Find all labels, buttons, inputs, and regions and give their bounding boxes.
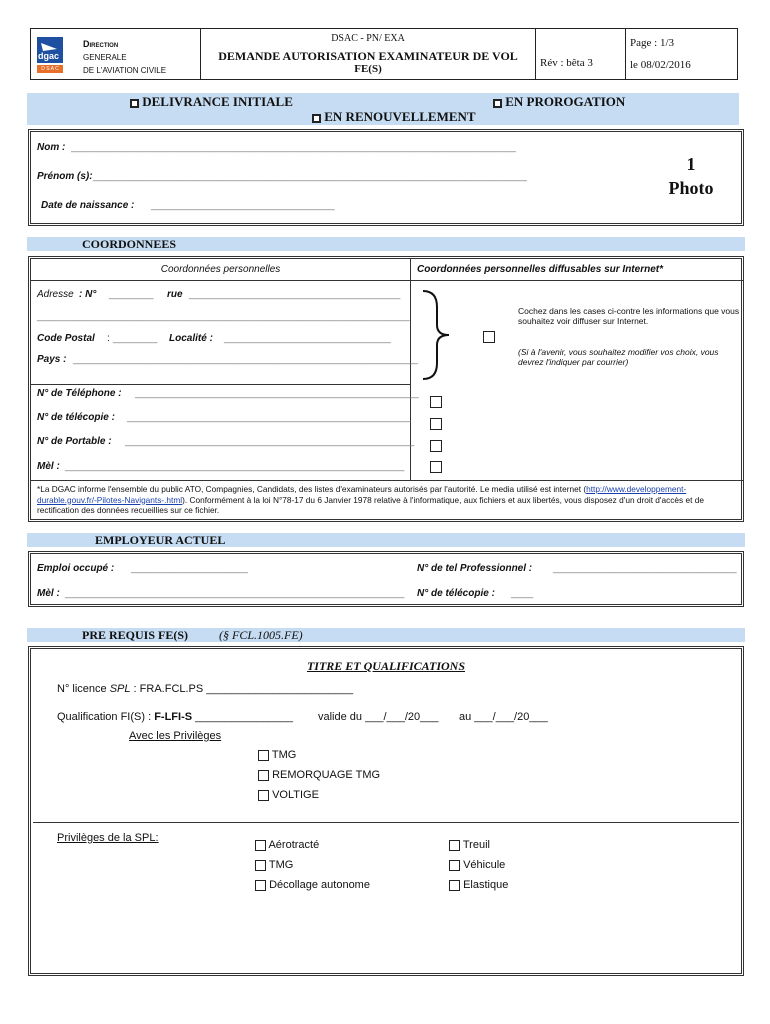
checkbox-internet-portable[interactable] <box>430 440 442 452</box>
privilege-remorquage[interactable] <box>258 769 380 781</box>
portable-label: N° de Portable : <box>37 436 112 447</box>
internet-note: Cochez dans les cases ci-contre les informations que vous souhaitez voir diffuser sur Internet. <box>518 306 740 326</box>
mel-label: Mèl : <box>37 461 60 472</box>
page-number: Page : 1/3 <box>630 37 674 49</box>
header-table <box>30 28 738 80</box>
mel-field[interactable]: _____________________________________________________________ <box>65 461 405 472</box>
adresse-line2-field[interactable]: ___________________________________________________________________ <box>37 311 410 322</box>
checkbox-spl-tmg[interactable] <box>255 860 266 871</box>
spl-label: Véhicule <box>463 859 506 871</box>
photo-number: 1 <box>686 154 696 174</box>
doc-date: le 08/02/2016 <box>630 59 691 71</box>
checkbox-internet-tel[interactable] <box>430 396 442 408</box>
doc-subtitle: FE(S) <box>354 63 382 75</box>
dgac-logo <box>37 37 63 63</box>
prenom-label: Prénom (s): <box>37 171 93 182</box>
nom-field[interactable]: ________________________________________________________________________________ <box>71 142 516 153</box>
nom-label: Nom : <box>37 142 66 153</box>
adresse-num-field[interactable]: ________ <box>109 289 154 300</box>
localite-label: Localité : <box>169 333 213 344</box>
disclaimer-block <box>31 480 743 521</box>
col-left-title: Coordonnées personnelles <box>160 264 281 275</box>
portable-field[interactable]: ____________________________________________________ <box>125 436 415 447</box>
employeur-band <box>27 533 745 547</box>
employeur-box <box>30 553 742 605</box>
spl-label: Aérotracté <box>268 839 320 851</box>
spl-vehicule[interactable] <box>449 859 505 871</box>
naissance-label: Date de naissance : <box>41 200 135 211</box>
revision: Rév : bêta 3 <box>540 57 593 69</box>
checkbox-privilege-tmg[interactable] <box>258 750 269 761</box>
col-right-title: Coordonnées personnelles diffusables sur Internet* <box>417 264 663 275</box>
qualif-field[interactable]: ________________ <box>192 711 294 723</box>
employeur-fax-field[interactable]: ____ <box>511 588 534 599</box>
checkbox-spl-elastique[interactable] <box>449 880 460 891</box>
spl-label: Treuil <box>462 839 490 851</box>
naissance-field[interactable]: _________________________________ <box>151 200 335 211</box>
tel-field[interactable]: ___________________________________________________ <box>135 388 419 399</box>
spl-label: TMG <box>268 859 294 871</box>
privileges-title: Avec les Privilèges <box>129 730 222 742</box>
header-rev-cell <box>536 29 626 79</box>
disclaimer-part-a: *La DGAC informe l'ensemble du public ATO, Compagnies, Candidats, des listes d'examinateurs autorisés par l'autorité. Le media utilisé est internet ( <box>37 484 587 494</box>
cp-sep: : <box>107 333 110 344</box>
emploi-field[interactable]: _____________________ <box>131 563 248 574</box>
adresse-label: Adresse <box>37 289 74 300</box>
emploi-label: Emploi occupé : <box>37 563 115 574</box>
checkbox-privilege-voltige[interactable] <box>258 790 269 801</box>
coordonnees-band <box>27 237 745 251</box>
spl-elastique[interactable] <box>449 879 508 891</box>
licence-label-a: N° licence <box>57 683 110 695</box>
qualif-value: F-LFI-S <box>154 711 193 723</box>
licence-label-c: : FRA.FCL.PS <box>130 683 207 695</box>
spl-aerotracte[interactable] <box>255 839 319 851</box>
checkbox-prorogation[interactable] <box>493 99 502 108</box>
internet-note-italic: (Si à l'avenir, vous souhaitez modifier vos choix, vous devrez l'indiquer par courrier) <box>518 347 719 367</box>
valide-au[interactable]: au ___/___/20___ <box>459 711 548 723</box>
spl-label: Elastique <box>463 879 509 891</box>
disclaimer-link[interactable]: http://www.developpement-durable.gouv.fr/-Pilotes-Navigants-.html <box>37 484 687 505</box>
checkbox-spl-decollage[interactable] <box>255 880 266 891</box>
prenom-field[interactable]: ______________________________________________________________________________ <box>93 171 527 182</box>
spl-label: Décollage autonome <box>269 879 370 891</box>
spl-tmg[interactable] <box>255 859 293 871</box>
doc-ref: DSAC - PN/ EXA <box>331 33 405 44</box>
prerequis-box <box>30 648 742 974</box>
pays-label: Pays : <box>37 354 67 365</box>
coordonnees-box <box>30 258 742 520</box>
option-prorogation[interactable] <box>493 94 625 110</box>
request-type-band <box>27 93 739 125</box>
employeur-title: EMPLOYEUR ACTUEL <box>95 533 226 547</box>
org-line1: Direction <box>83 39 119 49</box>
disclaimer-part-b: ). Conformément à la loi N°78-17 du 6 Janvier 1978 relative à l'informatique, aux fichiers et aux libertés, vous disposez d'un droit d'accès et de rectification des données recueillies sur ce fichier. <box>37 494 704 515</box>
disclaimer-text <box>37 484 737 516</box>
privilege-tmg[interactable] <box>258 749 296 761</box>
address-block <box>31 281 418 385</box>
rue-label: rue <box>167 289 183 300</box>
privilege-label: VOLTIGE <box>272 789 319 801</box>
identity-box <box>30 131 742 224</box>
cp-field[interactable]: ________ <box>113 333 158 344</box>
header-page-cell <box>626 29 739 79</box>
photo-label: Photo <box>668 178 714 198</box>
logo-sub: D S A C <box>37 65 63 73</box>
coordonnees-title: COORDONNEES <box>82 237 177 251</box>
doc-title: DEMANDE AUTORISATION EXAMINATEUR DE VOL <box>218 49 518 63</box>
rue-field[interactable]: ______________________________________ <box>189 289 401 300</box>
fax-label: N° de télécopie : <box>37 412 115 423</box>
qualification-row <box>57 711 293 723</box>
tel-pro-label: N° de tel Professionnel : <box>417 563 533 574</box>
privilege-voltige[interactable] <box>258 789 319 801</box>
label-delivrance: DELIVRANCE INITIALE <box>142 94 293 109</box>
privilege-label: REMORQUAGE TMG <box>272 769 381 781</box>
header-title-cell <box>201 29 536 79</box>
licence-label-b: SPL <box>109 683 131 695</box>
licence-row <box>57 683 353 695</box>
spl-title: Privilèges de la SPL: <box>57 832 159 844</box>
checkbox-spl-aerotracte[interactable] <box>255 840 266 851</box>
privilege-label: TMG <box>271 749 297 761</box>
fax-field[interactable]: ___________________________________________________ <box>127 412 411 423</box>
checkbox-privilege-remorquage[interactable] <box>258 770 269 781</box>
prerequis-band <box>27 628 745 642</box>
label-prorogation: EN PROROGATION <box>505 94 626 109</box>
checkbox-internet-address[interactable] <box>483 331 495 343</box>
option-renouvellement[interactable] <box>312 109 476 125</box>
option-delivrance[interactable] <box>130 94 293 110</box>
adresse-num-label: : N° <box>79 289 97 300</box>
checkbox-spl-treuil[interactable] <box>449 840 460 851</box>
checkbox-renouvellement[interactable] <box>312 114 321 123</box>
logo-text: dgac <box>38 51 60 61</box>
spl-treuil[interactable] <box>449 839 490 851</box>
checkbox-spl-vehicule[interactable] <box>449 860 460 871</box>
checkbox-internet-mel[interactable] <box>430 461 442 473</box>
col-left-header <box>31 259 411 281</box>
employeur-fax-label: N° de télécopie : <box>417 588 495 599</box>
employeur-mel-field[interactable]: _____________________________________________________________ <box>65 588 405 599</box>
col-right-header <box>411 259 743 281</box>
employeur-mel-label: Mèl : <box>37 588 60 599</box>
cp-label: Code Postal <box>37 333 95 344</box>
checkbox-internet-fax[interactable] <box>430 418 442 430</box>
pays-field[interactable]: ______________________________________________________________ <box>73 354 418 365</box>
prerequis-title: PRE REQUIS FE(S) <box>82 628 189 642</box>
prerequis-ref: (§ FCL.1005.FE) <box>219 628 303 642</box>
org-line3: DE L'AVIATION CIVILE <box>83 66 167 75</box>
header-logo-cell <box>31 29 201 79</box>
tel-label: N° de Téléphone : <box>37 388 122 399</box>
brace-icon <box>419 289 469 381</box>
divider <box>33 822 739 823</box>
spl-decollage[interactable] <box>255 879 370 891</box>
label-renouvellement: EN RENOUVELLEMENT <box>324 109 476 124</box>
localite-field[interactable]: ______________________________ <box>224 333 391 344</box>
titre-qualifications: TITRE ET QUALIFICATIONS <box>306 659 466 673</box>
org-line2: GENERALE <box>83 53 127 62</box>
phones-block <box>31 385 419 480</box>
qualif-label: Qualification FI(S) : <box>57 711 155 723</box>
valide-du[interactable]: valide du ___/___/20___ <box>318 711 439 723</box>
licence-field[interactable]: ________________________ <box>206 683 354 695</box>
tel-pro-field[interactable]: _________________________________ <box>553 563 737 574</box>
checkbox-delivrance[interactable] <box>130 99 139 108</box>
